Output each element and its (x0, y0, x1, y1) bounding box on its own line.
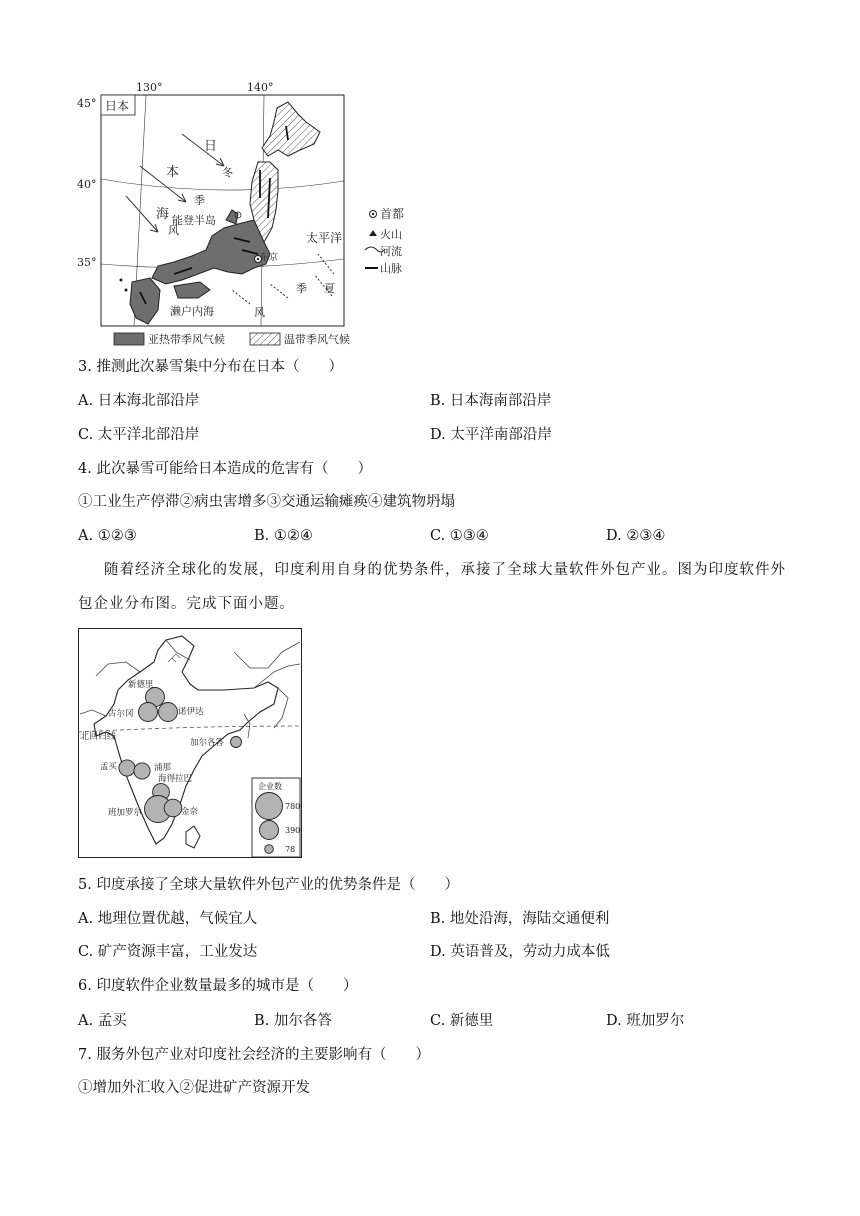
city-label: 浦那 (154, 763, 172, 773)
legend-subtropical-label: 亚热带季风气候 (148, 333, 225, 346)
india-legend-title: 企业数 (258, 782, 282, 791)
lon-label-140: 140° (247, 81, 274, 94)
q5-stem: 5. 印度承接了全球大量软件外包产业的优势条件是（ ） (78, 877, 459, 893)
city-label: 班加罗尔 (108, 808, 143, 818)
inland-sea-label: 濑户内海 (170, 305, 214, 318)
lat-label-45: 45° (77, 97, 97, 110)
legend-mountain-label: 山脉 (380, 262, 402, 275)
city-label: 加尔各答 (190, 738, 225, 748)
legend-temperate-icon (250, 333, 280, 345)
city-bubble (139, 703, 158, 722)
ocean-label: 太平洋 (306, 231, 343, 245)
winter-char-1: 冬 (222, 166, 233, 179)
summer-char-2: 季 (296, 282, 307, 295)
legend-bubble (265, 845, 274, 854)
legend-volcano-label: 火山 (380, 228, 402, 241)
city-label: 孟买 (100, 762, 118, 772)
sea-char-1: 日 (204, 139, 218, 154)
legend-bubble (260, 821, 279, 840)
legend-capital-label: 首都 (380, 207, 405, 221)
q3-option-a[interactable]: A. 日本海北部沿岸 (78, 393, 200, 409)
lat-label-35: 35° (77, 256, 97, 269)
q4-stem: 4. 此次暴雪可能给日本造成的危害有（ ） (78, 461, 372, 477)
q4-option-d[interactable]: D. ②③④ (606, 528, 666, 544)
passage-line-2: 包企业分布图。完成下面小题。 (78, 596, 295, 612)
tropic-label: 北回归线 (80, 732, 117, 742)
q3-option-d[interactable]: D. 太平洋南部沿岸 (430, 427, 552, 443)
legend-volcano-icon (369, 230, 377, 236)
legend-bubble (256, 793, 283, 820)
passage-line-1: 随着经济全球化的发展，印度利用自身的优势条件，承接了全球大量软件外包产业。图为印度软件外 (104, 562, 786, 578)
sea-char-3: 海 (156, 207, 170, 222)
city-label: 新德里 (128, 680, 154, 690)
legend-river-label: 河流 (380, 245, 402, 258)
summer-char-3: 风 (254, 306, 265, 319)
legend-value: 780 (285, 802, 301, 811)
q4-option-a[interactable]: A. ①②③ (78, 528, 137, 544)
q4-option-b[interactable]: B. ①②④ (254, 528, 313, 544)
q5-option-d[interactable]: D. 英语普及，劳动力成本低 (430, 944, 610, 960)
q7-statements: ①增加外汇收入②促进矿产资源开发 (78, 1080, 310, 1096)
q6-option-b[interactable]: B. 加尔各答 (254, 1013, 332, 1029)
sea-char-2: 本 (166, 165, 180, 180)
legend-temperate-label: 温带季风气候 (284, 333, 350, 346)
q3-stem: 3. 推测此次暴雪集中分布在日本（ ） (78, 359, 343, 375)
lat-label-40: 40° (77, 178, 97, 191)
q6-option-a[interactable]: A. 孟买 (78, 1013, 127, 1029)
city-bubble (231, 737, 242, 748)
q6-option-c[interactable]: C. 新德里 (430, 1013, 494, 1029)
city-label: 海得拉巴 (158, 774, 193, 784)
city-bubble (164, 799, 182, 817)
legend-value: 78 (285, 845, 296, 854)
city-bubble (134, 763, 150, 779)
city-label: 诺伊达 (178, 707, 204, 717)
city-label: 金奈 (181, 807, 199, 817)
q6-option-d[interactable]: D. 班加罗尔 (606, 1013, 685, 1029)
q6-stem: 6. 印度软件企业数量最多的城市是（ ） (78, 978, 358, 994)
q4-option-c[interactable]: C. ①③④ (430, 528, 489, 544)
q5-option-b[interactable]: B. 地处沿海，海陆交通便利 (430, 911, 610, 927)
q3-option-b[interactable]: B. 日本海南部沿岸 (430, 393, 552, 409)
q5-option-a[interactable]: A. 地理位置优越，气候宜人 (78, 911, 258, 927)
q4-statements: ①工业生产停滞②病虫害增多③交通运输瘫痪④建筑物坍塌 (78, 494, 455, 510)
capital-label: 东京 (260, 253, 279, 263)
japan-map-corner-label: 日本 (105, 99, 130, 113)
peninsula-label: 能登半岛 (172, 214, 216, 227)
legend-value: 390 (285, 826, 301, 835)
q7-stem: 7. 服务外包产业对印度社会经济的主要影响有（ ） (78, 1047, 430, 1063)
legend-subtropical-icon (114, 333, 144, 345)
lon-label-130: 130° (136, 81, 163, 94)
city-label: 古尔冈 (108, 709, 134, 719)
winter-char-2: 季 (194, 194, 205, 207)
city-bubble (159, 703, 178, 722)
q5-option-c[interactable]: C. 矿产资源丰富，工业发达 (78, 944, 258, 960)
city-bubble (119, 760, 135, 776)
japan-map-figure (74, 78, 424, 350)
summer-char-1: 夏 (324, 282, 335, 295)
winter-char-3: 风 (168, 224, 179, 237)
india-map-figure (78, 628, 304, 860)
q3-option-c[interactable]: C. 太平洋北部沿岸 (78, 427, 200, 443)
